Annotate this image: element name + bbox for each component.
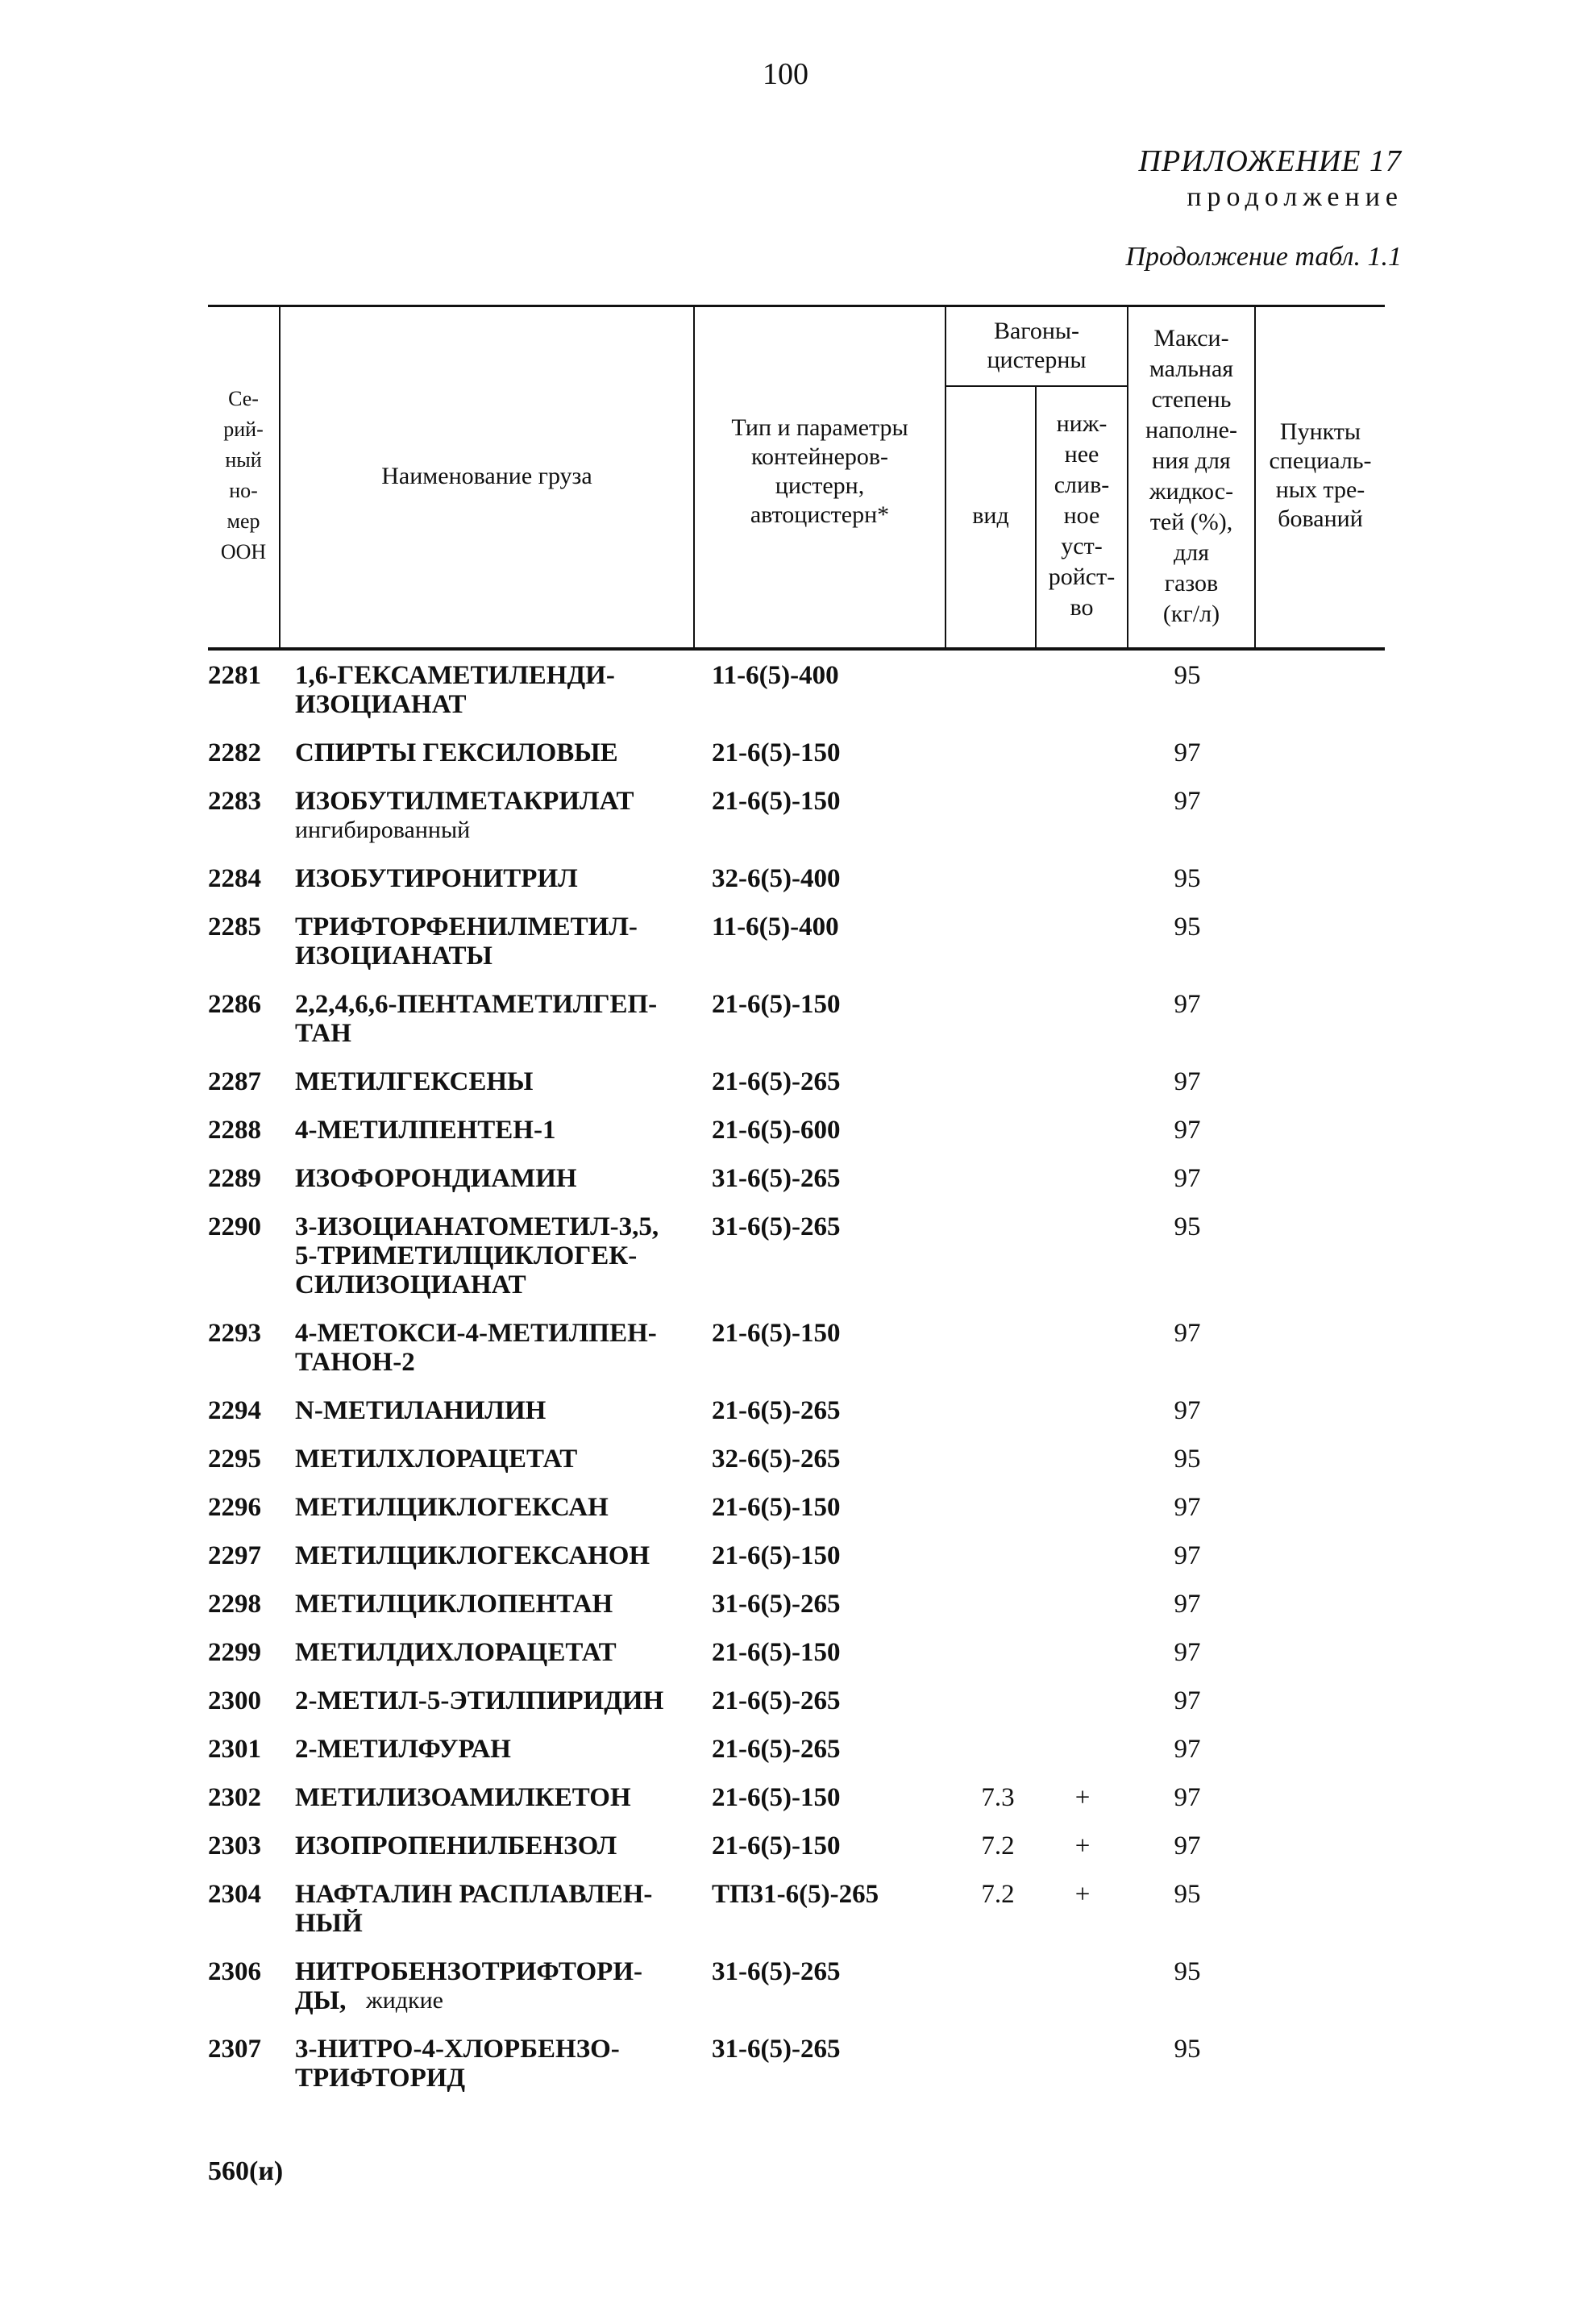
header-fill-degree: Макси- мальная степень наполне- ния для жидкос- тей (%), для газов (кг/л)	[1145, 325, 1237, 627]
appendix-subtitle: продолжение	[1187, 182, 1403, 212]
table-continued-caption: Продолжение табл. 1.1	[1125, 242, 1402, 272]
un-number-cell: 2284	[208, 864, 261, 893]
fill-degree-cell: 95	[1174, 661, 1201, 690]
un-number-cell: 2283	[208, 787, 261, 816]
fill-degree-cell: 95	[1174, 913, 1201, 942]
fill-degree-cell: 95	[1174, 1880, 1201, 1909]
cargo-name-cell: СПИРТЫ ГЕКСИЛОВЫЕ	[295, 738, 618, 767]
appendix-title: ПРИЛОЖЕНИЕ 17	[1138, 144, 1402, 178]
cargo-name-cell: ИЗОФОРОНДИАМИН	[295, 1164, 577, 1193]
header-wagons: Вагоны- цистерны	[987, 318, 1087, 373]
fill-degree-cell: 97	[1174, 1116, 1201, 1145]
un-number-cell: 2299	[208, 1638, 261, 1667]
fill-degree-cell: 97	[1174, 1541, 1201, 1570]
tank-type-cell: 21-6(5)-150	[712, 1831, 841, 1860]
un-number-cell: 2297	[208, 1541, 261, 1570]
fill-degree-cell: 97	[1174, 1686, 1201, 1715]
header-special: Пункты специаль- ных тре- бований	[1269, 418, 1372, 532]
tank-type-cell: 21-6(5)-150	[712, 1541, 841, 1570]
header-wagons-drain: ниж- нее слив- ное уст- ройст- во	[1048, 410, 1116, 621]
cargo-name-cell: 1,6-ГЕКСАМЕТИЛЕНДИ- ИЗОЦИАНАТ	[295, 661, 615, 719]
fill-degree-cell: 97	[1174, 1164, 1201, 1193]
header-type: Тип и параметры контейнеров- цистерн, автоцистерн*	[731, 414, 908, 528]
cargo-name-cell: МЕТИЛЦИКЛОГЕКСАН	[295, 1493, 609, 1522]
tank-type-cell: 21-6(5)-150	[712, 1783, 841, 1812]
cargo-name-cell: 3-ИЗОЦИАНАТОМЕТИЛ-3,5, 5-ТРИМЕТИЛЦИКЛОГЕК- СИЛИЗОЦИАНАТ	[295, 1212, 659, 1299]
fill-degree-cell: 97	[1174, 1735, 1201, 1764]
un-number-cell: 2303	[208, 1831, 261, 1860]
fill-degree-cell: 95	[1174, 864, 1201, 893]
tank-type-cell: 21-6(5)-150	[712, 1493, 841, 1522]
un-number-cell: 2301	[208, 1735, 261, 1764]
un-number-cell: 2286	[208, 990, 261, 1019]
tank-type-cell: 21-6(5)-150	[712, 990, 841, 1019]
cargo-name-cell: 4-МЕТИЛПЕНТЕН-1	[295, 1116, 556, 1145]
cargo-name-cell: НАФТАЛИН РАСПЛАВЛЕН- НЫЙ	[295, 1880, 653, 1938]
cargo-name-cell: ИЗОПРОПЕНИЛБЕНЗОЛ	[295, 1831, 617, 1860]
tank-type-cell: 21-6(5)-150	[712, 1319, 841, 1348]
un-number-cell: 2300	[208, 1686, 261, 1715]
un-number-cell: 2285	[208, 913, 261, 942]
bottom-drain-cell: +	[1074, 1831, 1091, 1860]
cargo-name-cell: МЕТИЛДИХЛОРАЦЕТАТ	[295, 1638, 617, 1667]
un-number-cell: 2307	[208, 2035, 261, 2064]
tank-type-cell: 21-6(5)-265	[712, 1735, 841, 1764]
fill-degree-cell: 97	[1174, 738, 1201, 767]
fill-degree-cell: 95	[1174, 1445, 1201, 1474]
fill-degree-cell: 97	[1174, 1590, 1201, 1619]
header-divider	[279, 305, 281, 647]
fill-degree-cell: 97	[1174, 1319, 1201, 1348]
cargo-name-cell: 2,2,4,6,6-ПЕНТАМЕТИЛГЕП- ТАН	[295, 990, 658, 1048]
fill-degree-cell: 97	[1174, 1783, 1201, 1812]
tank-type-cell: 21-6(5)-265	[712, 1396, 841, 1425]
cargo-name-cell: НИТРОБЕНЗОТРИФТОРИ- ДЫ,	[295, 1957, 642, 2015]
tank-type-cell: 21-6(5)-150	[712, 738, 841, 767]
page-footer: 560(и)	[208, 2156, 284, 2186]
un-number-cell: 2306	[208, 1957, 261, 1986]
fill-degree-cell: 97	[1174, 1396, 1201, 1425]
bottom-drain-cell: +	[1074, 1783, 1091, 1812]
tank-type-cell: 11-6(5)-400	[712, 913, 839, 942]
un-number-cell: 2295	[208, 1445, 261, 1474]
un-number-cell: 2298	[208, 1590, 261, 1619]
fill-degree-cell: 95	[1174, 1212, 1201, 1241]
un-number-cell: 2304	[208, 1880, 261, 1909]
wagon-kind-cell: 7.2	[981, 1831, 1015, 1860]
cargo-name-cell: ТРИФТОРФЕНИЛМЕТИЛ- ИЗОЦИАНАТЫ	[295, 913, 638, 971]
fill-degree-cell: 97	[1174, 1638, 1201, 1667]
cargo-name-cell: МЕТИЛХЛОРАЦЕТАТ	[295, 1445, 578, 1474]
un-number-cell: 2287	[208, 1067, 261, 1096]
cargo-name-cell: 4-МЕТОКСИ-4-МЕТИЛПЕН- ТАНОН-2	[295, 1319, 657, 1377]
un-number-cell: 2289	[208, 1164, 261, 1193]
fill-degree-cell: 97	[1174, 1493, 1201, 1522]
tank-type-cell: 21-6(5)-150	[712, 1638, 841, 1667]
tank-type-cell: 31-6(5)-265	[712, 1212, 841, 1241]
un-number-cell: 2294	[208, 1396, 261, 1425]
tank-type-cell: 21-6(5)-265	[712, 1686, 841, 1715]
cargo-name-cell: N-МЕТИЛАНИЛИН	[295, 1396, 547, 1425]
un-number-cell: 2302	[208, 1783, 261, 1812]
tank-type-cell: 31-6(5)-265	[712, 2035, 841, 2064]
un-number-cell: 2281	[208, 661, 261, 690]
tank-type-cell: 31-6(5)-265	[712, 1164, 841, 1193]
wagon-kind-cell: 7.2	[981, 1880, 1015, 1909]
un-number-cell: 2293	[208, 1319, 261, 1348]
bottom-drain-cell: +	[1074, 1880, 1091, 1909]
fill-degree-cell: 97	[1174, 990, 1201, 1019]
cargo-name-cell: 2-МЕТИЛФУРАН	[295, 1735, 511, 1764]
un-number-cell: 2290	[208, 1212, 261, 1241]
cargo-name-cell: ИЗОБУТИЛМЕТАКРИЛАТ	[295, 787, 634, 816]
tank-type-cell: 31-6(5)-265	[712, 1957, 841, 1986]
tank-type-cell: 32-6(5)-400	[712, 864, 841, 893]
tank-type-cell: 21-6(5)-600	[712, 1116, 841, 1145]
cargo-name-cell: ИЗОБУТИРОНИТРИЛ	[295, 864, 578, 893]
un-number-cell: 2296	[208, 1493, 261, 1522]
cargo-name-note: ингибированный	[295, 817, 471, 843]
wagon-kind-cell: 7.3	[981, 1783, 1015, 1812]
cargo-name-cell: МЕТИЛЦИКЛОГЕКСАНОН	[295, 1541, 650, 1570]
tank-type-cell: 11-6(5)-400	[712, 661, 839, 690]
page-number: 100	[763, 57, 808, 91]
cargo-name-cell: 3-НИТРО-4-ХЛОРБЕНЗО- ТРИФТОРИД	[295, 2035, 620, 2093]
fill-degree-cell: 95	[1174, 2035, 1201, 2064]
tank-type-cell: 21-6(5)-150	[712, 787, 841, 816]
fill-degree-cell: 97	[1174, 787, 1201, 816]
tank-type-cell: 32-6(5)-265	[712, 1445, 841, 1474]
fill-degree-cell: 97	[1174, 1831, 1201, 1860]
header-bottom-rule	[208, 647, 1385, 651]
cargo-name-cell: 2-МЕТИЛ-5-ЭТИЛПИРИДИН	[295, 1686, 664, 1715]
header-serial: Се- рий- ный но- мер ООН	[220, 387, 267, 563]
header-wagons-kind: вид	[972, 502, 1009, 529]
cargo-name-cell: МЕТИЛЦИКЛОПЕНТАН	[295, 1590, 613, 1619]
cargo-name-cell: МЕТИЛГЕКСЕНЫ	[295, 1067, 534, 1096]
fill-degree-cell: 95	[1174, 1957, 1201, 1986]
un-number-cell: 2282	[208, 738, 261, 767]
fill-degree-cell: 97	[1174, 1067, 1201, 1096]
tank-type-cell: 21-6(5)-265	[712, 1067, 841, 1096]
header-name: Наименование груза	[381, 463, 592, 489]
cargo-name-cell: МЕТИЛИЗОАМИЛКЕТОН	[295, 1783, 631, 1812]
tank-type-cell: ТП31-6(5)-265	[712, 1880, 879, 1909]
tank-type-cell: 31-6(5)-265	[712, 1590, 841, 1619]
cargo-name-note: жидкие	[366, 1987, 443, 2014]
un-number-cell: 2288	[208, 1116, 261, 1145]
